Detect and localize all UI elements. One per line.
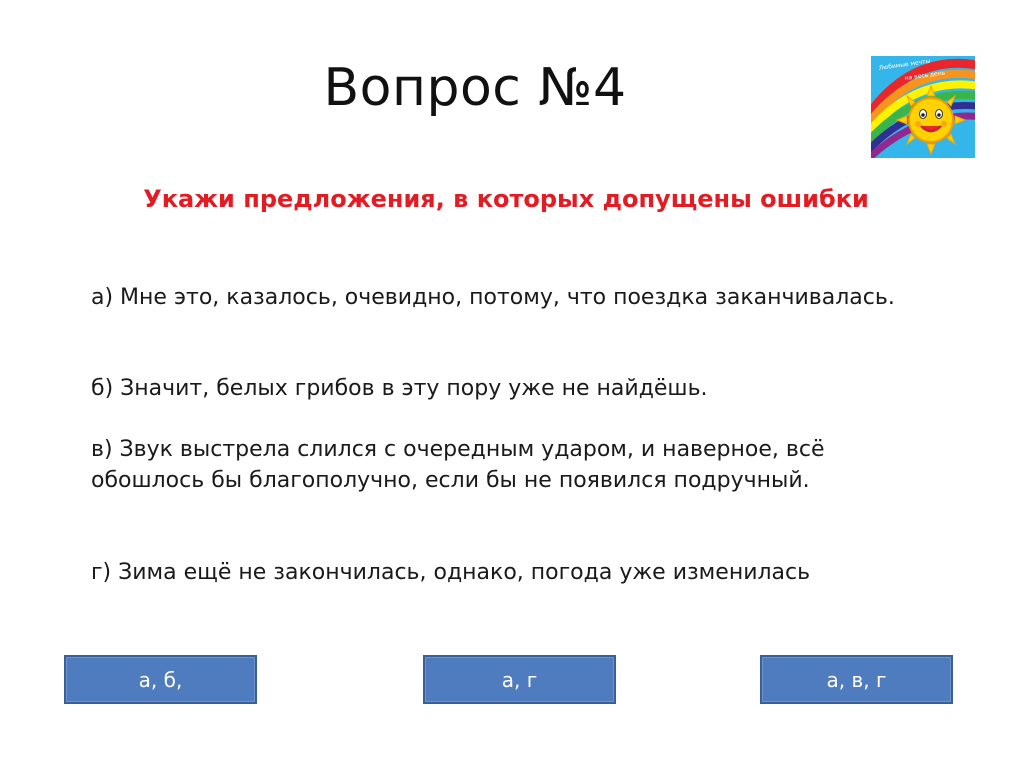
svg-text:на весь день: на весь день bbox=[904, 69, 946, 82]
sun-rainbow-logo-icon bbox=[871, 56, 975, 158]
answer-label: а, в, г bbox=[826, 667, 887, 692]
option-b: б) Значит, белых грибов в эту пору уже не найдёшь. bbox=[91, 376, 708, 401]
page-title: Вопрос №4 bbox=[323, 58, 627, 118]
option-d: г) Зима ещё не закончилась, однако, погода уже изменилась bbox=[91, 560, 811, 585]
answer-button-a-g[interactable] bbox=[423, 655, 616, 704]
option-c: в) Звук выстрела слился с очередным ударом, и наверное, всё обошлось бы благополучно, если бы не появился подручный. bbox=[91, 437, 825, 493]
answer-button-a-v-g[interactable] bbox=[760, 655, 953, 704]
answer-button-a-b[interactable] bbox=[64, 655, 257, 704]
answer-label: а, б, bbox=[138, 667, 183, 692]
svg-text:Любимые мечты: Любимые мечты bbox=[878, 57, 931, 72]
task-instruction: Укажи предложения, в которых допущены ошибки bbox=[143, 185, 869, 213]
option-a: а) Мне это, казалось, очевидно, потому, что поездка заканчивалась. bbox=[91, 285, 895, 310]
answer-label: а, г bbox=[501, 667, 538, 692]
